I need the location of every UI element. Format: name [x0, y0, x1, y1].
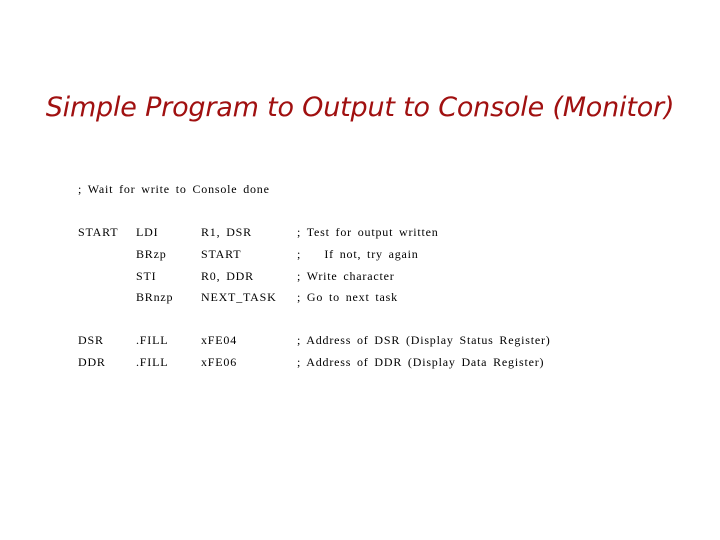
header-comment: ; Wait for write to Console done — [78, 182, 270, 196]
code-comment: ; Address of DSR (Display Status Register) — [297, 333, 551, 347]
code-comment: ; Go to next task — [297, 290, 398, 304]
code-comment: ; If not, try again — [297, 247, 419, 261]
code-comment: ; Address of DDR (Display Data Register) — [297, 355, 545, 369]
code-row — [78, 333, 638, 349]
code-opcode: BRzp — [136, 247, 167, 261]
code-row — [78, 355, 638, 371]
code-operand: R1, DSR — [201, 225, 252, 239]
code-opcode: .FILL — [136, 333, 169, 347]
code-comment: ; Test for output written — [297, 225, 439, 239]
code-opcode: BRnzp — [136, 290, 174, 304]
code-row — [78, 247, 638, 263]
code-operand: xFE04 — [201, 333, 238, 347]
code-opcode: .FILL — [136, 355, 169, 369]
code-row — [78, 225, 638, 241]
page-title: Simple Program to Output to Console (Monitor) — [45, 92, 675, 123]
code-operand: xFE06 — [201, 355, 238, 369]
code-label: START — [78, 225, 119, 239]
code-opcode: LDI — [136, 225, 159, 239]
code-operand: NEXT_TASK — [201, 290, 277, 304]
code-operand: START — [201, 247, 242, 261]
code-row — [78, 290, 638, 306]
code-label: DSR — [78, 333, 104, 347]
code-row — [78, 269, 638, 285]
code-comment: ; Write character — [297, 269, 395, 283]
code-operand: R0, DDR — [201, 269, 254, 283]
code-opcode: STI — [136, 269, 157, 283]
code-label: DDR — [78, 355, 106, 369]
